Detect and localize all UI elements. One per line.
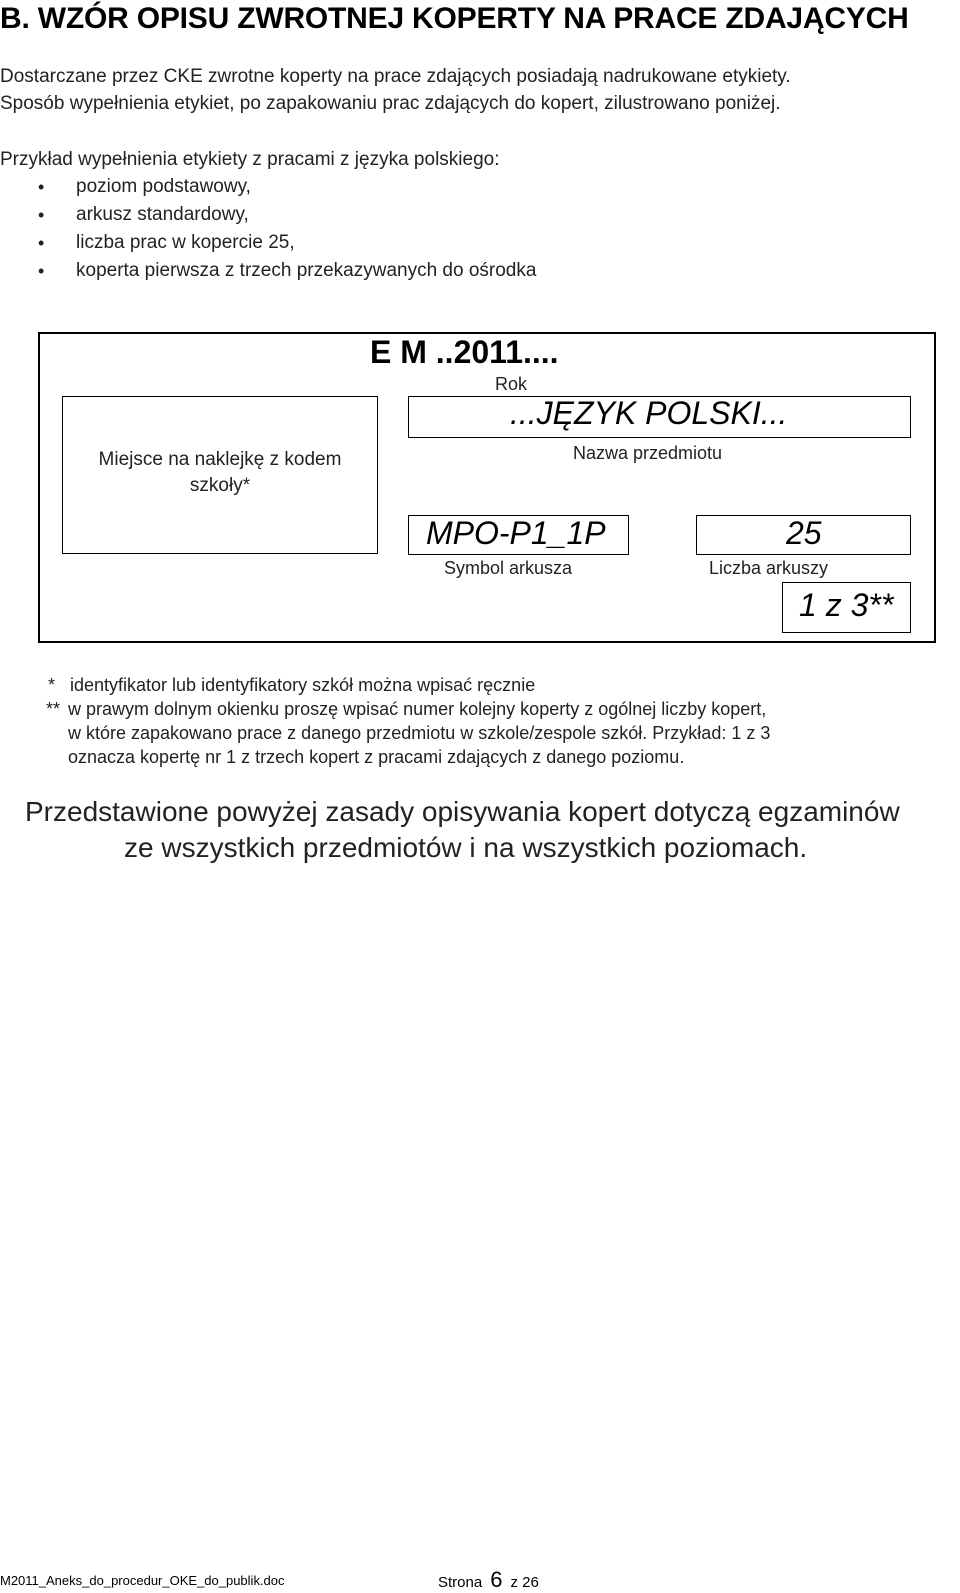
note-1-text: identyfikator lub identyfikatory szkół można wpisać ręcznie (70, 675, 536, 695)
sheet-count-caption: Liczba arkuszy (709, 558, 829, 578)
note-2-marker: ** (46, 699, 61, 719)
school-sticker-placeholder: Miejsce na naklejkę z kodem szkoły* (98, 449, 342, 496)
note-1-marker: * (48, 675, 56, 695)
note-2-line-1: w prawym dolnym okienku proszę wpisać numer kolejny koperty z ogólnej liczby kopert, (68, 699, 767, 719)
exam-code: E M ..2011.... (370, 334, 559, 370)
bullet-icon: • (38, 233, 45, 253)
bullet-icon: • (38, 177, 45, 197)
closing-line-2: ze wszystkich przedmiotów i na wszystkich poziomach. (124, 832, 808, 863)
page-heading: B. WZÓR OPISU ZWROTNEJ KOPERTY NA PRACE ZDAJĄCYCH (0, 2, 909, 35)
list-item: • arkusz standardowy, (0, 201, 700, 229)
intro-line-1: Dostarczane przez CKE zwrotne koperty na prace zdających posiadają nadrukowane etykiety. (0, 66, 791, 87)
sheet-count-value: 25 (786, 515, 822, 551)
school-sticker-box (62, 396, 378, 554)
symbol-caption: Symbol arkusza (444, 558, 573, 578)
intro-line-2: Sposób wypełnienia etykiet, po zapakowaniu prac zdających do kopert, zilustrowano poniżej. (0, 93, 781, 114)
note-2-line-3: oznacza kopertę nr 1 z trzech kopert z pracami zdających z danego poziomu. (68, 747, 685, 767)
year-caption: Rok (495, 374, 528, 394)
bullet-list (0, 173, 700, 285)
subject-caption: Nazwa przedmiotu (573, 443, 723, 463)
envelope-number-value: 1 z 3** (799, 587, 894, 623)
list-item: • liczba prac w kopercie 25, (0, 229, 700, 257)
symbol-value: MPO-P1_1P (426, 515, 606, 551)
closing-line-1: Przedstawione powyżej zasady opisywania kopert dotyczą egzaminów (25, 796, 900, 827)
bullet-icon: • (38, 261, 45, 281)
note-2-line-2: w które zapakowano prace z danego przedmiotu w szkole/zespole szkół. Przykład: 1 z 3 (68, 723, 771, 743)
subject-value: ...JĘZYK POLSKI... (510, 395, 788, 431)
list-item: • koperta pierwsza z trzech przekazywanych do ośrodka (0, 257, 700, 285)
footer-filename: M2011_Aneks_do_procedur_OKE_do_publik.doc (0, 1573, 285, 1588)
bullet-icon: • (38, 205, 45, 225)
page-label: Strona (438, 1574, 483, 1591)
page-total: z 26 (510, 1574, 539, 1591)
page-number: 6 (490, 1567, 503, 1592)
footer-page-info (438, 1567, 539, 1593)
example-intro: Przykład wypełnienia etykiety z pracami z języka polskiego: (0, 149, 500, 170)
list-item: • poziom podstawowy, (0, 173, 700, 201)
